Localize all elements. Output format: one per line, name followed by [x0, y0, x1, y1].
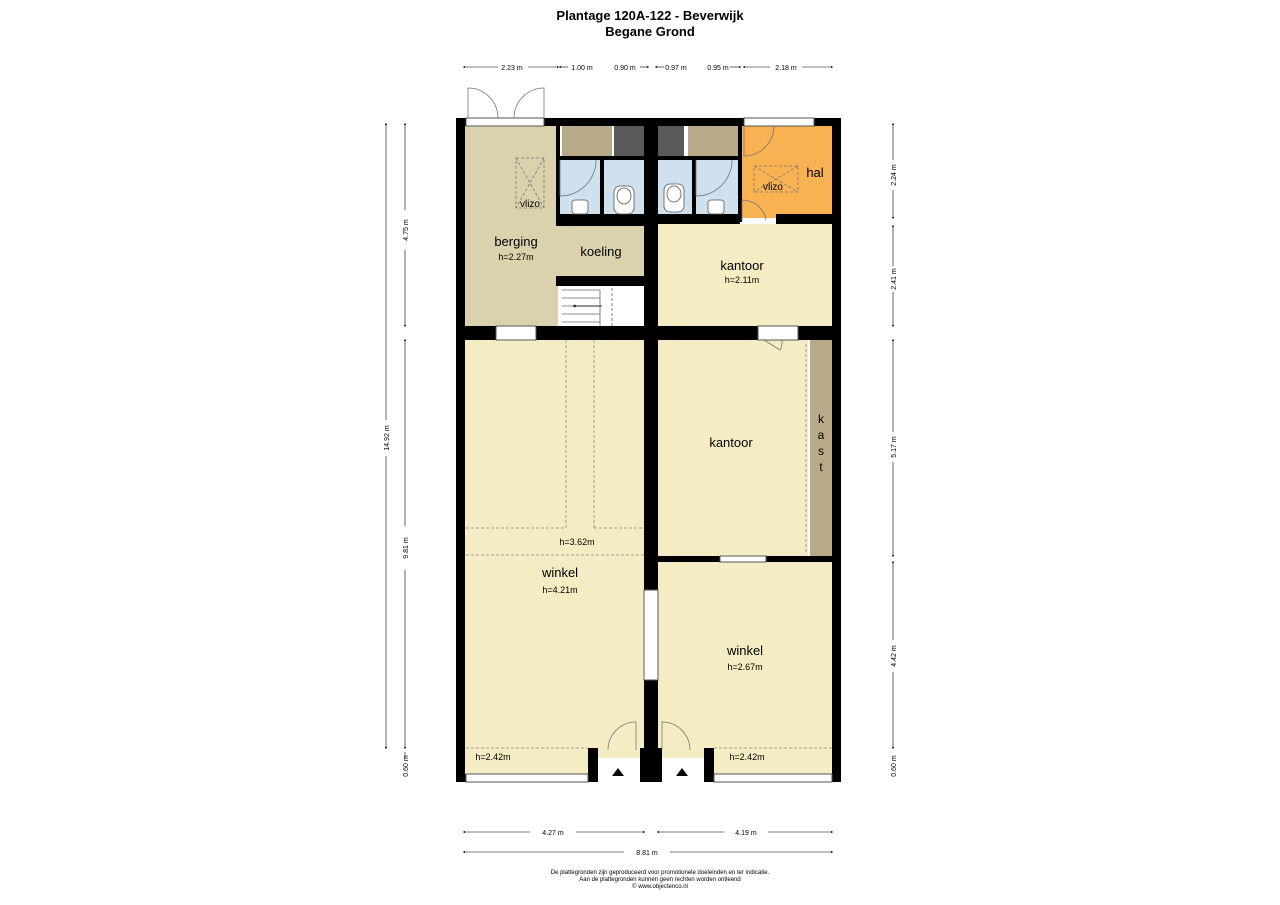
dim-top-1: 2.23 m [501, 65, 523, 72]
dim-right-5: 0.60 m [891, 755, 898, 777]
room-hal: hal [806, 165, 824, 180]
dim-bottom-right: 4.19 m [735, 830, 757, 837]
footer-line-3: © www.objectenco.nl [632, 884, 688, 890]
dim-top-2: 1.00 m [571, 65, 593, 72]
room-kast-s: s [818, 444, 824, 458]
dim-right-2: 2.41 m [891, 268, 898, 290]
winkel-left-area [464, 340, 644, 780]
dim-left-bottom: 0.60 m [403, 755, 410, 777]
room-winkel-left-height: h=4.21m [542, 585, 578, 595]
room-winkel-right-front: h=2.42m [729, 752, 765, 762]
room-koeling: koeling [580, 244, 622, 259]
dim-left-upper: 4.75 m [403, 219, 410, 241]
plan-title: Plantage 120A-122 - Beverwijk [556, 8, 744, 23]
dim-bottom-left: 4.27 m [542, 830, 564, 837]
dim-top-4: 0.97 m [665, 65, 687, 72]
dim-right-4: 4.42 m [891, 645, 898, 667]
room-winkel-left-name: winkel [541, 565, 579, 580]
cabinet-right [688, 126, 738, 156]
room-berging-height: h=2.27m [498, 252, 534, 262]
dim-bottom-total: 8.81 m [636, 850, 658, 857]
room-kast-k: k [818, 412, 824, 426]
room-vlizo-right: vlizo [762, 182, 784, 193]
dim-left-total: 14.92 m [384, 425, 391, 451]
dim-top-3: 0.90 m [614, 65, 636, 72]
room-berging-name: berging [494, 234, 538, 249]
dim-right-1: 2.24 m [891, 164, 898, 186]
dim-top-5: 0.95 m [707, 65, 729, 72]
room-winkel-right-name: winkel [726, 643, 764, 658]
room-kantoor-upper-height: h=2.11m [724, 275, 760, 285]
room-winkel-left-front: h=2.42m [475, 752, 511, 762]
shaft-left [614, 126, 644, 156]
entrance-step-left [596, 758, 644, 782]
plan-subtitle: Begane Grond [605, 24, 695, 39]
footer-line-1: De plattegronden zijn geproduceerd voor promotionele doeleinden en ter indicatie. [550, 870, 770, 876]
footer-line-2: Aan de plattegronden kunnen geen rechten worden ontleend [579, 877, 741, 883]
cabinet-left [562, 126, 612, 156]
room-vlizo-left: vlizo [519, 199, 541, 210]
dim-left-middle: 9.81 m [403, 537, 410, 559]
room-kantoor-upper-name: kantoor [720, 258, 764, 273]
room-winkel-right-height: h=2.67m [727, 662, 763, 672]
dim-right-3: 5.17 m [891, 436, 898, 458]
room-kast-a: a [817, 428, 825, 442]
room-kantoor-lower-name: kantoor [709, 435, 753, 450]
room-winkel-left-mezz: h=3.62m [559, 537, 595, 547]
room-kast-t: t [819, 460, 823, 474]
berging-area [464, 126, 558, 326]
shaft-right [658, 126, 684, 156]
dim-top-6: 2.18 m [775, 65, 797, 72]
